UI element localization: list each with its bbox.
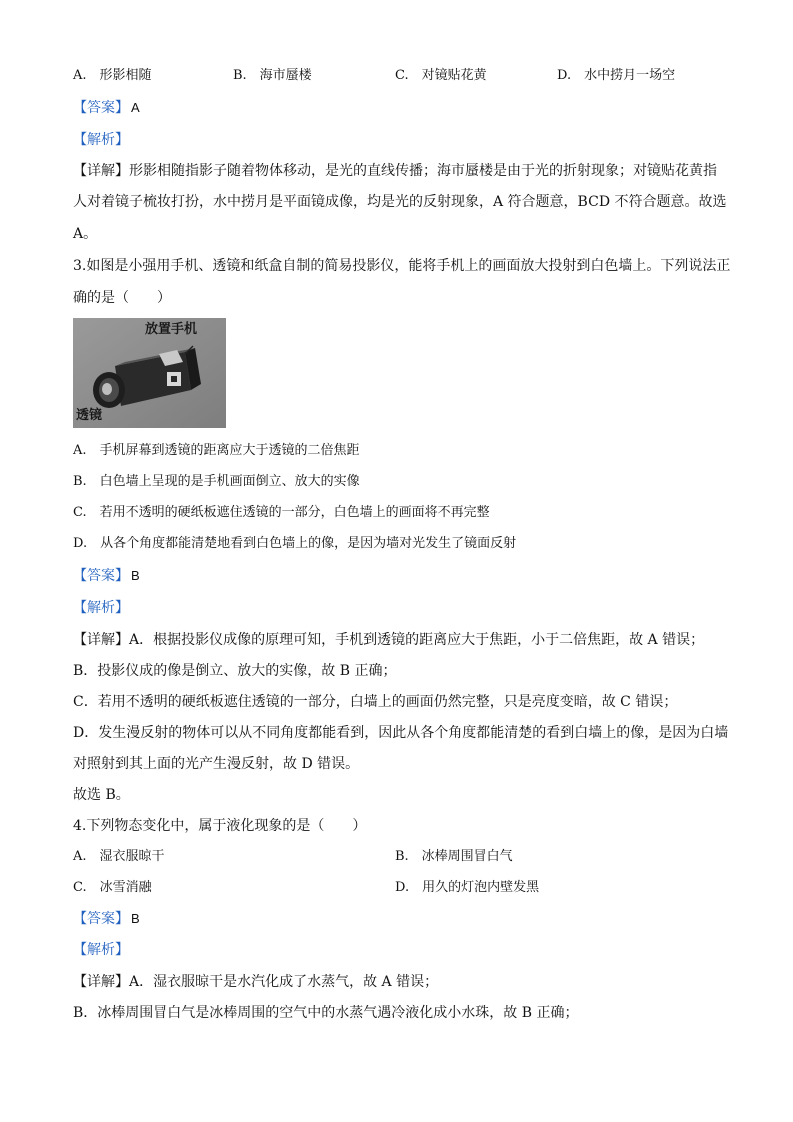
q3-option-d: D. 从各个角度都能清楚地看到白色墙上的像，是因为墙对光发生了镜面反射 — [73, 536, 517, 551]
figure-label-phone: 放置手机 — [145, 322, 198, 337]
q2-detail-line-3: A。 — [73, 226, 98, 242]
q2-option-a: A. 形影相随 — [73, 68, 152, 83]
q2-answer-value: A — [131, 100, 140, 115]
q4-answer-value: B — [131, 911, 140, 926]
q3-detail-line-3: C．若用不透明的硬纸板遮住透镜的一部分，白墙上的画面仍然完整，只是亮度变暗，故 C 错误； — [73, 694, 678, 710]
q3-analysis: 【解析】 — [73, 600, 129, 616]
q4-stem: 4.下列物态变化中，属于液化现象的是（ ） — [73, 818, 367, 834]
q4-option-a: A. 湿衣服晾干 — [73, 849, 165, 864]
q4-option-c: C. 冰雪消融 — [73, 880, 152, 895]
q2-answer: 【答案】 A — [73, 100, 140, 116]
q4-detail-line-1: 【详解】A．湿衣服晾干是水汽化成了水蒸气，故 A 错误； — [73, 974, 439, 990]
q3-detail-line-5: 对照射到其上面的光产生漫反射，故 D 错误。 — [73, 756, 360, 772]
q3-detail-line-1: 【详解】A．根据投影仪成像的原理可知，手机到透镜的距离应大于焦距，小于二倍焦距，故 A 错误； — [73, 632, 705, 648]
q2-analysis: 【解析】 — [73, 132, 129, 148]
q4-analysis: 【解析】 — [73, 942, 129, 958]
q2-option-c: C. 对镜贴花黄 — [395, 68, 487, 83]
q3-stem-line-2: 确的是（ ） — [73, 290, 171, 306]
q3-detail-line-2: B．投影仪成的像是倒立、放大的实像，故 B 正确； — [73, 663, 397, 679]
q3-option-b: B. 白色墙上呈现的是手机画面倒立、放大的实像 — [73, 474, 360, 489]
q3-option-c: C. 若用不透明的硬纸板遮住透镜的一部分，白色墙上的画面将不再完整 — [73, 505, 490, 520]
q4-option-d: D. 用久的灯泡内壁发黑 — [395, 880, 540, 895]
q3-option-a: A. 手机屏幕到透镜的距离应大于透镜的二倍焦距 — [73, 443, 360, 458]
q3-answer-value: B — [131, 568, 140, 583]
q3-detail-line-4: D．发生漫反射的物体可以从不同角度都能看到，因此从各个角度都能清楚的看到白墙上的像，是因为白墙 — [73, 725, 729, 741]
q2-detail-line-1: 【详解】形影相随指影子随着物体移动，是光的直线传播；海市蜃楼是由于光的折射现象；对镜贴花黄指 — [73, 163, 717, 179]
q4-answer: 【答案】 B — [73, 911, 140, 927]
q2-option-b: B. 海市蜃楼 — [233, 68, 312, 83]
q4-option-b: B. 冰棒周围冒白气 — [395, 849, 513, 864]
q2-option-d: D. 水中捞月一场空 — [557, 68, 676, 83]
figure-label-lens: 透镜 — [76, 408, 103, 423]
projector-photo — [73, 318, 226, 428]
q4-detail-line-2: B．冰棒周围冒白气是冰棒周围的空气中的水蒸气遇冷液化成小水珠，故 B 正确； — [73, 1005, 579, 1021]
q3-stem-line-1: 3.如图是小强用手机、透镜和纸盒自制的简易投影仪，能将手机上的画面放大投射到白色墙上。下列说法正 — [73, 258, 731, 274]
q3-answer: 【答案】 B — [73, 568, 140, 584]
q2-detail-line-2: 人对着镜子梳妆打扮，水中捞月是平面镜成像，均是光的反射现象，A 符合题意，BCD 不符合题意。故选 — [73, 194, 727, 210]
q3-conclusion: 故选 B。 — [73, 787, 130, 803]
